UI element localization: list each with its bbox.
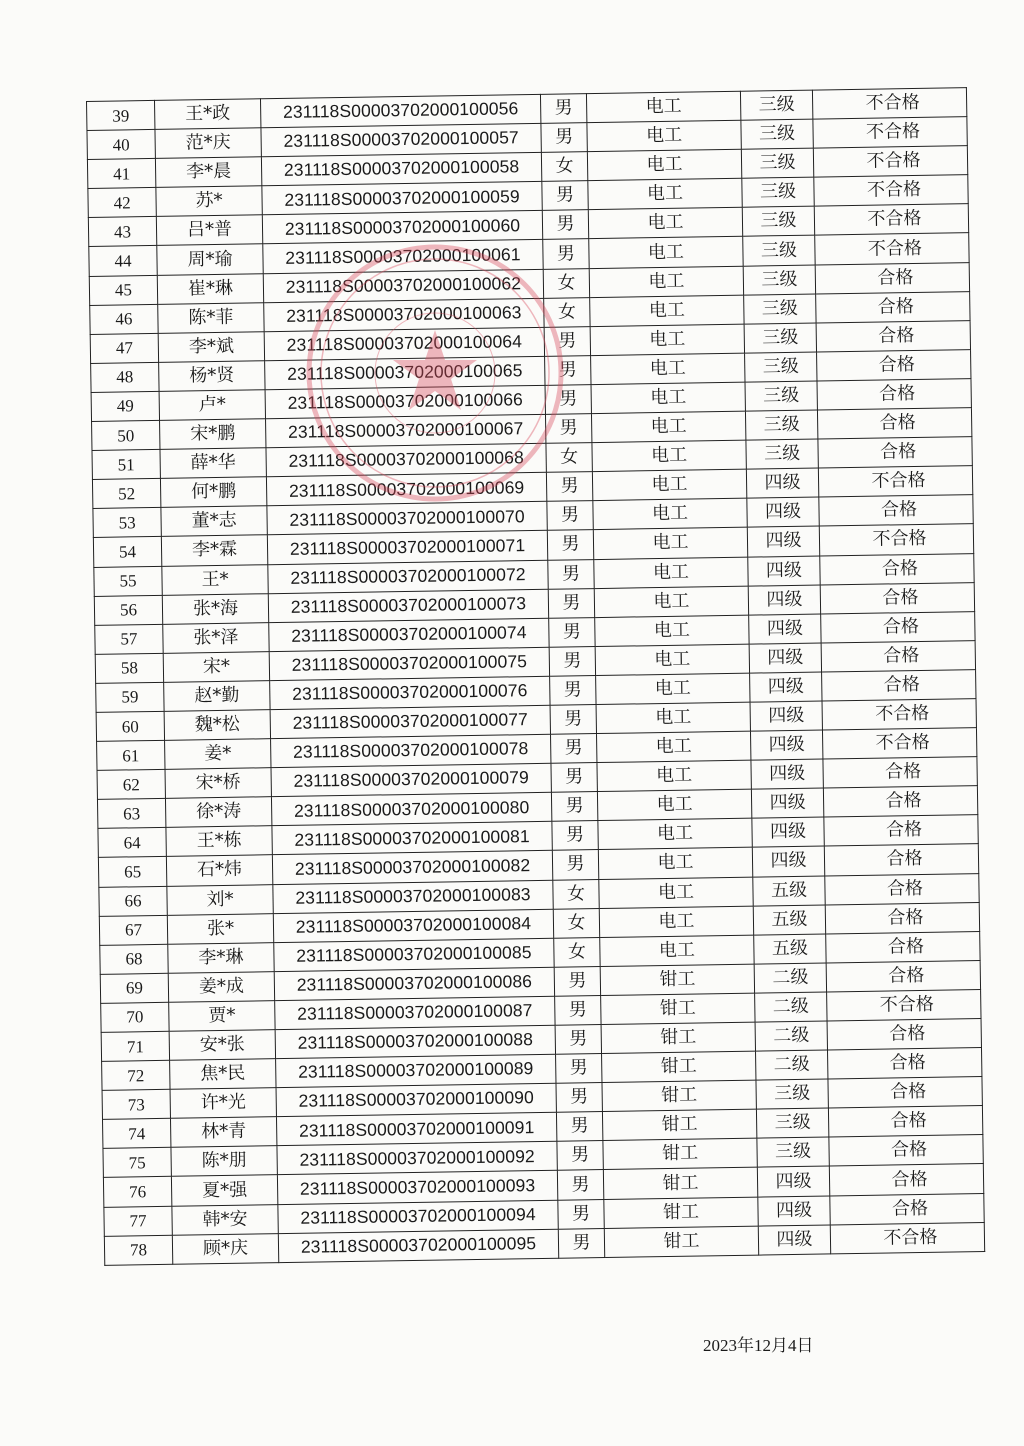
skill-level-cell: 五级: [753, 876, 825, 906]
skill-level-cell: 三级: [744, 294, 816, 324]
gender-cell: 男: [542, 210, 588, 240]
exam-result-cell: 不合格: [815, 233, 969, 265]
gender-cell: 男: [547, 530, 593, 560]
row-number-cell: 49: [91, 391, 159, 421]
skill-level-cell: 三级: [745, 352, 817, 382]
row-number-cell: 43: [88, 217, 156, 247]
row-number-cell: 57: [95, 624, 163, 654]
skill-level-cell: 四级: [751, 788, 823, 818]
trade-cell: 钳工: [602, 1109, 756, 1141]
row-number-cell: 59: [96, 682, 164, 712]
trade-cell: 钳工: [602, 1080, 756, 1112]
candidate-name-cell: 张*: [167, 913, 273, 944]
gender-cell: 男: [555, 1025, 601, 1055]
candidate-name-cell: 贾*: [169, 1001, 275, 1032]
exam-result-cell: 不合格: [819, 524, 973, 556]
skill-level-cell: 三级: [742, 177, 814, 207]
candidate-name-cell: 韩*安: [172, 1204, 278, 1235]
exam-result-cell: 不合格: [813, 117, 967, 149]
trade-cell: 钳工: [604, 1197, 758, 1229]
certificate-id-cell: 231118S00003702000100078: [271, 734, 551, 767]
skill-level-cell: 四级: [750, 730, 822, 760]
trade-cell: 钳工: [600, 964, 754, 996]
gender-cell: 女: [546, 443, 592, 473]
candidate-name-cell: 周*瑜: [157, 244, 263, 275]
exam-result-cell: 合格: [824, 844, 978, 876]
candidate-name-cell: 姜*: [165, 739, 271, 770]
gender-cell: 男: [543, 239, 589, 269]
trade-cell: 电工: [592, 469, 746, 501]
skill-level-cell: 三级: [743, 265, 815, 295]
certificate-id-cell: 231118S00003702000100057: [261, 123, 541, 156]
gender-cell: 男: [550, 705, 596, 735]
skill-level-cell: 三级: [744, 323, 816, 353]
certificate-id-cell: 231118S00003702000100086: [274, 967, 554, 1000]
candidate-name-cell: 崔*琳: [157, 273, 263, 304]
candidate-name-cell: 宋*桥: [165, 768, 271, 799]
gender-cell: 男: [541, 123, 587, 153]
row-number-cell: 66: [99, 886, 167, 916]
row-number-cell: 46: [90, 304, 158, 334]
trade-cell: 电工: [596, 731, 750, 763]
trade-cell: 电工: [594, 557, 748, 589]
exam-result-cell: 合格: [830, 1193, 984, 1225]
trade-cell: 电工: [586, 91, 740, 123]
certificate-id-cell: 231118S00003702000100080: [271, 793, 551, 826]
certificate-id-cell: 231118S00003702000100069: [266, 473, 546, 506]
exam-result-cell: 不合格: [812, 88, 966, 120]
exam-result-cell: 合格: [827, 1019, 981, 1051]
candidate-name-cell: 石*炜: [166, 855, 272, 886]
skill-level-cell: 三级: [757, 1137, 829, 1167]
candidate-name-cell: 顾*庆: [172, 1233, 278, 1264]
exam-result-cell: 合格: [817, 408, 971, 440]
certificate-id-cell: 231118S00003702000100070: [267, 502, 547, 535]
trade-cell: 电工: [589, 266, 743, 298]
gender-cell: 男: [551, 763, 597, 793]
skill-level-cell: 四级: [758, 1225, 830, 1255]
certificate-id-cell: 231118S00003702000100091: [276, 1113, 556, 1146]
certificate-id-cell: 231118S00003702000100089: [276, 1054, 556, 1087]
trade-cell: 电工: [591, 382, 745, 414]
skill-level-cell: 四级: [747, 526, 819, 556]
exam-result-cell: 合格: [828, 1106, 982, 1138]
row-number-cell: 63: [97, 799, 165, 829]
trade-cell: 钳工: [603, 1168, 757, 1200]
gender-cell: 男: [556, 1054, 602, 1084]
skill-level-cell: 三级: [756, 1108, 828, 1138]
skill-level-cell: 二级: [754, 963, 826, 993]
exam-result-cell: 合格: [827, 1048, 981, 1080]
candidate-name-cell: 张*泽: [163, 622, 269, 653]
results-table-body: [87, 88, 985, 1265]
exam-result-cell: 合格: [821, 611, 975, 643]
exam-result-cell: 合格: [818, 437, 972, 469]
exam-result-cell: 不合格: [822, 728, 976, 760]
candidate-name-cell: 王*: [162, 564, 268, 595]
trade-cell: 电工: [593, 498, 747, 530]
candidate-name-cell: 吕*普: [156, 215, 262, 246]
trade-cell: 电工: [598, 818, 752, 850]
certificate-id-cell: 231118S00003702000100093: [277, 1171, 557, 1204]
row-number-cell: 55: [94, 566, 162, 596]
skill-level-cell: 三级: [745, 410, 817, 440]
gender-cell: 男: [546, 472, 592, 502]
certificate-id-cell: 231118S00003702000100066: [265, 385, 545, 418]
gender-cell: 男: [551, 792, 597, 822]
exam-result-cell: 合格: [817, 349, 971, 381]
gender-cell: 男: [548, 588, 594, 618]
row-number-cell: 71: [101, 1031, 169, 1061]
exam-result-cell: 不合格: [814, 175, 968, 207]
exam-results-table: [86, 87, 985, 1265]
gender-cell: 男: [552, 850, 598, 880]
certificate-id-cell: 231118S00003702000100058: [261, 153, 541, 186]
gender-cell: 男: [542, 181, 588, 211]
trade-cell: 钳工: [602, 1051, 756, 1083]
gender-cell: 男: [556, 1083, 602, 1113]
exam-result-cell: 合格: [822, 669, 976, 701]
trade-cell: 电工: [597, 760, 751, 792]
gender-cell: 男: [549, 617, 595, 647]
gender-cell: 男: [549, 646, 595, 676]
certificate-id-cell: 231118S00003702000100068: [266, 443, 546, 476]
trade-cell: 钳工: [603, 1138, 757, 1170]
candidate-name-cell: 卢*: [159, 390, 265, 421]
exam-result-cell: 合格: [821, 640, 975, 672]
row-number-cell: 62: [97, 769, 165, 799]
row-number-cell: 69: [100, 973, 168, 1003]
certificate-id-cell: 231118S00003702000100079: [271, 763, 551, 796]
certificate-id-cell: 231118S00003702000100094: [278, 1200, 558, 1233]
exam-result-cell: 合格: [825, 902, 979, 934]
trade-cell: 电工: [593, 528, 747, 560]
exam-result-cell: 合格: [823, 786, 977, 818]
candidate-name-cell: 薛*华: [160, 448, 266, 479]
gender-cell: 男: [552, 821, 598, 851]
row-number-cell: 52: [92, 479, 160, 509]
row-number-cell: 76: [103, 1177, 171, 1207]
candidate-name-cell: 王*栋: [166, 826, 272, 857]
exam-result-cell: 合格: [826, 931, 980, 963]
candidate-name-cell: 何*鹏: [160, 477, 266, 508]
trade-cell: 电工: [591, 353, 745, 385]
certificate-id-cell: 231118S00003702000100063: [264, 298, 544, 331]
row-number-cell: 72: [102, 1060, 170, 1090]
row-number-cell: 75: [103, 1148, 171, 1178]
trade-cell: 电工: [588, 178, 742, 210]
gender-cell: 男: [547, 501, 593, 531]
certificate-id-cell: 231118S00003702000100073: [268, 589, 548, 622]
certificate-id-cell: 231118S00003702000100085: [274, 938, 554, 971]
certificate-id-cell: 231118S00003702000100062: [263, 269, 543, 302]
row-number-cell: 68: [100, 944, 168, 974]
candidate-name-cell: 陈*菲: [158, 302, 264, 333]
candidate-name-cell: 安*张: [169, 1030, 275, 1061]
row-number-cell: 64: [98, 828, 166, 858]
trade-cell: 电工: [596, 673, 750, 705]
skill-level-cell: 二级: [755, 992, 827, 1022]
exam-result-cell: 不合格: [818, 466, 972, 498]
candidate-name-cell: 范*庆: [155, 128, 261, 159]
certificate-id-cell: 231118S00003702000100084: [273, 909, 553, 942]
skill-level-cell: 四级: [758, 1196, 830, 1226]
certificate-id-cell: 231118S00003702000100074: [269, 618, 549, 651]
skill-level-cell: 三级: [741, 148, 813, 178]
row-number-cell: 42: [88, 188, 156, 218]
exam-result-cell: 合格: [817, 379, 971, 411]
candidate-name-cell: 董*志: [161, 506, 267, 537]
certificate-id-cell: 231118S00003702000100072: [268, 560, 548, 593]
skill-level-cell: 四级: [750, 672, 822, 702]
candidate-name-cell: 林*青: [170, 1117, 276, 1148]
skill-level-cell: 四级: [752, 846, 824, 876]
candidate-name-cell: 陈*朋: [171, 1146, 277, 1177]
skill-level-cell: 三级: [740, 90, 812, 120]
exam-result-cell: 合格: [816, 320, 970, 352]
trade-cell: 电工: [597, 789, 751, 821]
candidate-name-cell: 王*政: [154, 99, 260, 130]
gender-cell: 女: [553, 908, 599, 938]
skill-level-cell: 三级: [746, 439, 818, 469]
exam-result-cell: 合格: [815, 262, 969, 294]
trade-cell: 钳工: [604, 1226, 758, 1258]
skill-level-cell: 三级: [756, 1079, 828, 1109]
trade-cell: 电工: [598, 848, 752, 880]
gender-cell: 男: [540, 94, 586, 124]
certificate-id-cell: 231118S00003702000100075: [269, 647, 549, 680]
skill-level-cell: 四级: [750, 701, 822, 731]
skill-level-cell: 二级: [756, 1050, 828, 1080]
skill-level-cell: 四级: [748, 556, 820, 586]
skill-level-cell: 五级: [754, 934, 826, 964]
row-number-cell: 70: [101, 1002, 169, 1032]
gender-cell: 男: [545, 414, 591, 444]
skill-level-cell: 四级: [749, 643, 821, 673]
exam-result-cell: 合格: [820, 582, 974, 614]
certificate-id-cell: 231118S00003702000100081: [272, 822, 552, 855]
gender-cell: 男: [550, 675, 596, 705]
certificate-id-cell: 231118S00003702000100056: [260, 94, 540, 127]
trade-cell: 电工: [599, 877, 753, 909]
skill-level-cell: 四级: [746, 468, 818, 498]
row-number-cell: 78: [104, 1235, 172, 1265]
trade-cell: 电工: [596, 702, 750, 734]
gender-cell: 女: [544, 297, 590, 327]
skill-level-cell: 三级: [745, 381, 817, 411]
candidate-name-cell: 刘*: [167, 884, 273, 915]
row-number-cell: 40: [87, 130, 155, 160]
gender-cell: 男: [545, 355, 591, 385]
trade-cell: 电工: [591, 411, 745, 443]
gender-cell: 男: [551, 734, 597, 764]
row-number-cell: 48: [91, 362, 159, 392]
gender-cell: 男: [544, 326, 590, 356]
certificate-id-cell: 231118S00003702000100092: [277, 1142, 557, 1175]
gender-cell: 男: [555, 995, 601, 1025]
candidate-name-cell: 杨*贤: [159, 361, 265, 392]
candidate-name-cell: 李*晨: [155, 157, 261, 188]
certificate-id-cell: 231118S00003702000100095: [278, 1229, 558, 1262]
row-number-cell: 77: [104, 1206, 172, 1236]
certificate-id-cell: 231118S00003702000100059: [262, 182, 542, 215]
candidate-name-cell: 魏*松: [164, 710, 270, 741]
candidate-name-cell: 李*霖: [161, 535, 267, 566]
candidate-name-cell: 张*海: [162, 593, 268, 624]
skill-level-cell: 二级: [755, 1021, 827, 1051]
candidate-name-cell: 焦*民: [170, 1059, 276, 1090]
trade-cell: 电工: [589, 237, 743, 269]
exam-result-cell: 不合格: [814, 204, 968, 236]
gender-cell: 男: [557, 1141, 603, 1171]
certificate-id-cell: 231118S00003702000100067: [266, 414, 546, 447]
exam-result-cell: 合格: [825, 873, 979, 905]
row-number-cell: 67: [99, 915, 167, 945]
row-number-cell: 50: [92, 420, 160, 450]
row-number-cell: 58: [95, 653, 163, 683]
skill-level-cell: 四级: [748, 585, 820, 615]
row-number-cell: 73: [102, 1089, 170, 1119]
skill-level-cell: 四级: [751, 759, 823, 789]
row-number-cell: 74: [103, 1119, 171, 1149]
gender-cell: 男: [558, 1228, 604, 1258]
gender-cell: 男: [548, 559, 594, 589]
document-date: 2023年12月4日: [703, 1336, 814, 1355]
candidate-name-cell: 徐*涛: [165, 797, 271, 828]
exam-result-cell: 不合格: [830, 1222, 984, 1254]
exam-result-cell: 不合格: [822, 699, 976, 731]
certificate-id-cell: 231118S00003702000100064: [264, 327, 544, 360]
row-number-cell: 44: [89, 246, 157, 276]
trade-cell: 电工: [590, 295, 744, 327]
gender-cell: 男: [554, 966, 600, 996]
trade-cell: 电工: [588, 208, 742, 240]
trade-cell: 电工: [592, 440, 746, 472]
trade-cell: 电工: [587, 120, 741, 152]
trade-cell: 钳工: [601, 1022, 755, 1054]
certificate-id-cell: 231118S00003702000100065: [265, 356, 545, 389]
gender-cell: 女: [553, 879, 599, 909]
certificate-id-cell: 231118S00003702000100060: [262, 211, 542, 244]
exam-result-cell: 不合格: [827, 989, 981, 1021]
row-number-cell: 45: [89, 275, 157, 305]
gender-cell: 男: [556, 1112, 602, 1142]
trade-cell: 电工: [594, 586, 748, 618]
certificate-id-cell: 231118S00003702000100061: [263, 240, 543, 273]
candidate-name-cell: 姜*成: [168, 971, 274, 1002]
candidate-name-cell: 苏*: [156, 186, 262, 217]
exam-result-cell: 合格: [829, 1164, 983, 1196]
trade-cell: 电工: [587, 149, 741, 181]
trade-cell: 电工: [590, 324, 744, 356]
certificate-id-cell: 231118S00003702000100076: [270, 676, 550, 709]
candidate-name-cell: 宋*: [163, 651, 269, 682]
certificate-id-cell: 231118S00003702000100082: [272, 851, 552, 884]
trade-cell: 电工: [600, 935, 754, 967]
candidate-name-cell: 宋*鹏: [160, 419, 266, 450]
skill-level-cell: 四级: [749, 614, 821, 644]
row-number-cell: 56: [94, 595, 162, 625]
certificate-id-cell: 231118S00003702000100071: [267, 531, 547, 564]
row-number-cell: 39: [87, 100, 155, 130]
row-number-cell: 54: [93, 537, 161, 567]
row-number-cell: 60: [96, 711, 164, 741]
skill-level-cell: 四级: [747, 497, 819, 527]
trade-cell: 电工: [595, 615, 749, 647]
skill-level-cell: 三级: [743, 236, 815, 266]
certificate-id-cell: 231118S00003702000100090: [276, 1083, 556, 1116]
skill-level-cell: 四级: [752, 817, 824, 847]
exam-result-cell: 合格: [828, 1077, 982, 1109]
exam-result-cell: 合格: [823, 757, 977, 789]
row-number-cell: 41: [87, 159, 155, 189]
certificate-id-cell: 231118S00003702000100077: [270, 705, 550, 738]
row-number-cell: 65: [98, 857, 166, 887]
exam-result-cell: 合格: [826, 960, 980, 992]
gender-cell: 男: [557, 1170, 603, 1200]
row-number-cell: 51: [92, 450, 160, 480]
trade-cell: 钳工: [601, 993, 755, 1025]
certificate-id-cell: 231118S00003702000100083: [273, 880, 553, 913]
exam-result-cell: 合格: [819, 495, 973, 527]
exam-result-cell: 合格: [816, 291, 970, 323]
candidate-name-cell: 李*斌: [158, 331, 264, 362]
exam-result-cell: 合格: [829, 1135, 983, 1167]
gender-cell: 女: [554, 937, 600, 967]
candidate-name-cell: 夏*强: [171, 1175, 277, 1206]
gender-cell: 男: [545, 385, 591, 415]
exam-result-cell: 不合格: [813, 146, 967, 178]
skill-level-cell: 五级: [753, 905, 825, 935]
trade-cell: 电工: [595, 644, 749, 676]
certificate-id-cell: 231118S00003702000100087: [275, 996, 555, 1029]
gender-cell: 女: [541, 152, 587, 182]
exam-result-cell: 合格: [820, 553, 974, 585]
exam-result-cell: 合格: [824, 815, 978, 847]
gender-cell: 男: [558, 1199, 604, 1229]
candidate-name-cell: 李*琳: [168, 942, 274, 973]
row-number-cell: 61: [97, 740, 165, 770]
row-number-cell: 53: [93, 508, 161, 538]
certificate-id-cell: 231118S00003702000100088: [275, 1025, 555, 1058]
candidate-name-cell: 赵*勤: [164, 681, 270, 712]
skill-level-cell: 四级: [757, 1166, 829, 1196]
trade-cell: 电工: [599, 906, 753, 938]
row-number-cell: 47: [90, 333, 158, 363]
gender-cell: 女: [543, 268, 589, 298]
skill-level-cell: 三级: [741, 119, 813, 149]
candidate-name-cell: 许*光: [170, 1088, 276, 1119]
skill-level-cell: 三级: [742, 206, 814, 236]
